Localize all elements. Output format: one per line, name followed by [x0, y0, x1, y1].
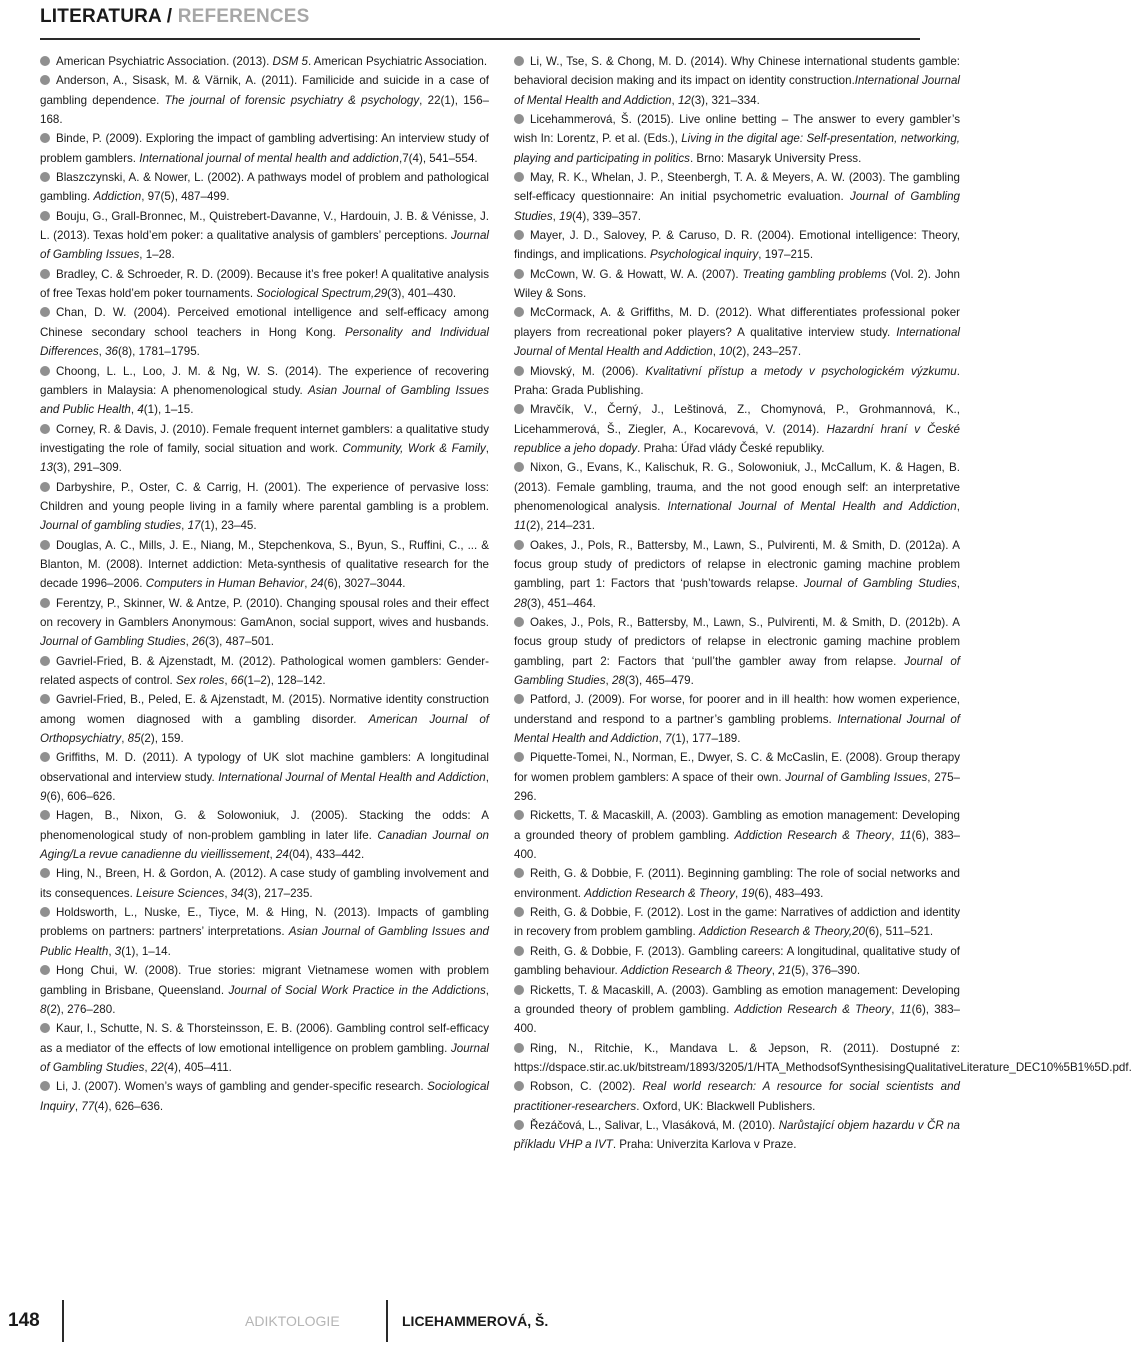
reference-italic-text: Psychological inquiry [649, 248, 759, 262]
reference-italic-text: Journal of Gambling Issues [40, 229, 489, 262]
reference-text: Piquette-Tomei, N., Norman, E., Dwyer, S. C. & McCaslin, E. (2008). Group therapy for women problem gamblers: A space of their own. [514, 751, 960, 784]
reference-italic-text: Journal of Gambling Studies [40, 1041, 489, 1074]
bullet-icon [514, 907, 524, 917]
reference-italic-text: 10 [719, 345, 733, 359]
reference-item [514, 942, 960, 981]
reference-text: , [108, 944, 115, 958]
reference-text: Patford, J. (2009). For worse, for poorer and in ill health: how women experience, understand and respond to a partner’s gambling problems. [514, 693, 960, 726]
reference-text: , [485, 441, 489, 455]
reference-item [514, 458, 960, 535]
reference-text: Douglas, A. C., Mills, J. E., Niang, M., Stepchenkova, S., Byun, S., Ruffini, C., ... & Blanton, M. (2008). Internet addiction: Meta-synthesis of qualitative research for the decade 1996–2006. [40, 538, 489, 591]
reference-text: (2), 214–231. [526, 519, 596, 533]
reference-item [40, 71, 489, 129]
reference-italic-text: Real world research: A resource for social scientists and practitioner-researchers [514, 1080, 960, 1113]
reference-item [514, 748, 960, 806]
reference-text: , [956, 577, 960, 591]
reference-italic-text: Sociological Spectrum,29 [256, 287, 388, 301]
reference-text: , [771, 964, 779, 978]
bullet-icon [514, 868, 524, 878]
bullet-icon [40, 656, 50, 666]
reference-item [40, 478, 489, 536]
reference-text: , [304, 577, 311, 591]
reference-text: Ferentzy, P., Skinner, W. & Antze, P. (2010). Changing spousal roles and their effect on recovery in Gamblers Anonymous: GamAnon, social support, wives and husbands. [40, 596, 489, 629]
bullet-icon [514, 172, 524, 182]
reference-text: Hing, N., Breen, H. & Gordon, A. (2012). A case study of gambling involvement and its consequences. [40, 867, 489, 900]
reference-italic-text: Sociological Inquiry [40, 1080, 489, 1113]
reference-item [514, 1116, 960, 1155]
reference-item [514, 1077, 960, 1116]
reference-item [40, 594, 489, 652]
reference-item [40, 748, 489, 806]
reference-text: , [485, 770, 489, 784]
reference-text: (6), 3027–3044. [323, 577, 406, 591]
reference-italic-text: 19 [741, 886, 755, 900]
reference-text: , 275–296. [514, 770, 960, 804]
bullet-icon [40, 56, 50, 66]
reference-text: (3), 401–430. [387, 287, 457, 301]
reference-text: , [658, 732, 666, 746]
reference-text: (3), 321–334. [690, 93, 760, 107]
bullet-icon [40, 366, 50, 376]
reference-italic-text: Journal of Gambling Studies [40, 635, 186, 649]
reference-italic-text: 22 [150, 1060, 164, 1074]
bullet-icon [40, 133, 50, 143]
reference-text: (5), 376–390. [791, 964, 861, 978]
bullet-icon [514, 462, 524, 472]
reference-italic-text: International Journal of Mental Health and Addiction [514, 325, 960, 359]
reference-text: , [485, 983, 490, 997]
reference-text: Bradley, C. & Schroeder, R. D. (2009). Because it’s free poker! A qualitative analysis of free Texas hold’em poker tournaments. [40, 267, 489, 301]
reference-item [40, 362, 489, 420]
reference-text: . Praha: Univerzita Karlova v Praze. [612, 1138, 797, 1152]
reference-text: , 97(5), 487–499. [141, 190, 230, 204]
section-title: LITERATURA [40, 6, 162, 27]
references-column-right [514, 52, 1132, 1155]
bullet-icon [40, 540, 50, 550]
reference-text: Robson, C. (2002). [530, 1080, 643, 1094]
reference-text: (6), 383–400. [514, 828, 960, 862]
reference-text: (4), 405–411. [163, 1060, 232, 1074]
reference-italic-text: Living in the digital age: Self-presentation, networking, playing and participating in politics [514, 132, 960, 165]
footer-divider [386, 1300, 388, 1342]
reference-italic-text: Addiction Research & Theory [584, 886, 736, 900]
bullet-icon [40, 965, 50, 975]
reference-italic-text: 11 [514, 519, 527, 533]
reference-italic-text: Addiction [93, 190, 142, 204]
reference-text: Bouju, G., Grall-Bronnec, M., Quistrebert-Davanne, V., Hardouin, J. B. & Vénisse, J. L. (2013). Texas hold’em poker: a qualitative analysis of gamblers’ perceptions. [40, 209, 489, 243]
reference-text: (3), 217–235. [243, 886, 313, 900]
reference-item [40, 536, 489, 594]
reference-text: , [552, 209, 560, 223]
reference-text: (04), 433–442. [288, 848, 365, 862]
reference-text: (Vol. 2). John Wiley & Sons. [514, 267, 960, 301]
reference-text: , [224, 886, 231, 900]
reference-text: , [605, 674, 612, 687]
reference-italic-text: 36 [105, 345, 118, 359]
reference-text: Miovský, M. (2006). [530, 364, 646, 378]
bullet-icon [514, 366, 524, 376]
bullet-icon [40, 172, 50, 182]
reference-text: (3), 465–479. [624, 674, 694, 687]
bullet-icon [40, 269, 50, 279]
reference-text: Oakes, J., Pols, R., Battersby, M., Lawn, S., Pulvirenti, M. & Smith, D. (2012b). A focus group study of predictors of relapse in electronic gaming machine problem gambling, part 2: Factors that ‘pull’the gambler away from relapse. [514, 615, 960, 668]
reference-italic-text: Asian Journal of Gambling Issues and Public Health [40, 383, 489, 417]
reference-item [514, 226, 960, 265]
bullet-icon [514, 810, 524, 820]
reference-text: American Psychiatric Association. (2013). [56, 55, 273, 68]
reference-italic-text: Computers in Human Behavior [145, 577, 305, 591]
reference-text: (1–2), 128–142. [243, 674, 326, 687]
reference-italic-text: Narůstající objem hazardu v ČR na příkladu VHP a IVT [514, 1118, 960, 1152]
page-footer [0, 1300, 960, 1342]
reference-item [40, 961, 489, 1019]
bullet-icon [40, 1023, 50, 1033]
reference-italic-text: 4 [137, 403, 144, 417]
bullet-icon [514, 752, 524, 762]
reference-text: (1), 177–189. [671, 732, 741, 746]
reference-text: Ricketts, T. & Macaskill, A. (2003). Gambling as emotion management: Developing a grounded theory of problem gambling. [514, 809, 960, 842]
reference-text: (1), 23–45. [200, 519, 257, 533]
reference-italic-text: 66 [230, 674, 244, 687]
reference-item [40, 265, 489, 304]
reference-text: . Praha: Grada Publishing. [514, 364, 960, 397]
reference-item [40, 52, 489, 71]
reference-item [40, 207, 489, 265]
reference-text: Řezáčová, L., Salivar, L., Vlasáková, M. (2010). [530, 1118, 779, 1132]
reference-text: (6), 383–400. [514, 1002, 960, 1036]
reference-text: . Brno: Masaryk University Press. [689, 151, 862, 165]
bullet-icon [514, 694, 524, 704]
reference-text: Gavriel-Fried, B., Peled, E. & Ajzenstadt, M. (2015). Normative identity construction among women diagnosed with a gambling disorder. [40, 693, 489, 726]
bullet-icon [40, 752, 50, 762]
reference-item [40, 652, 489, 691]
reference-text: ,7(4), 541–554. [398, 151, 478, 165]
reference-text: Hong Chui, W. (2008). True stories: migrant Vietnamese women with problem gambling in Brisbane, Queensland. [40, 964, 489, 997]
reference-text: Li, W., Tse, S. & Chong, M. D. (2014). Why Chinese international students gamble: behavioral decision making and its impact on identity construction. [514, 55, 960, 88]
bullet-icon [40, 1081, 50, 1091]
reference-text: , [712, 345, 720, 359]
reference-italic-text: 13 [40, 461, 53, 475]
reference-item [40, 1019, 489, 1077]
reference-item [514, 1039, 1132, 1078]
header-rule [40, 38, 920, 40]
reference-italic-text: Journal of gambling studies [40, 519, 182, 533]
reference-text: Anderson, A., Sisask, M. & Värnik, A. (2011). Familicide and suicide in a case of gambling dependence. [40, 74, 489, 107]
reference-text: (1), 1–15. [143, 403, 194, 417]
reference-italic-text: 85 [127, 732, 141, 746]
reference-italic-text: Journal of Social Work Practice in the Addictions [228, 983, 486, 997]
bullet-icon [40, 694, 50, 704]
bullet-icon [40, 307, 50, 317]
reference-text: , [224, 674, 231, 687]
page-number: 148 [8, 1310, 40, 1331]
reference-italic-text: 28 [514, 596, 527, 610]
reference-text: , 197–215. [758, 248, 814, 262]
reference-text: Reith, G. & Dobbie, F. (2013). Gambling careers: A longitudinal, qualitative study of gambling behaviour. [514, 944, 960, 978]
reference-text: McCown, W. G. & Howatt, W. A. (2007). [530, 267, 743, 281]
reference-italic-text: Sex roles [175, 674, 225, 687]
section-separator: / [161, 6, 178, 27]
bullet-icon [514, 540, 524, 550]
reference-text: , [144, 1060, 151, 1074]
reference-item [40, 806, 489, 864]
reference-text: (3), 487–501. [205, 635, 274, 649]
reference-text: , [121, 732, 128, 746]
reference-italic-text: Journal of Gambling Studies [514, 190, 960, 223]
reference-text: Griffiths, M. D. (2011). A typology of UK slot machine gamblers: A longitudinal observational and interview study. [40, 751, 489, 784]
bullet-icon [514, 946, 524, 956]
bullet-icon [514, 617, 524, 627]
section-title-en: REFERENCES [177, 6, 310, 27]
reference-text: Ring, N., Ritchie, K., Mandava L. & Jepson, R. (2011). Dostupné z: https://dspace.stir.ac.uk/bitstream/1893/3205/1/HTA_MethodsofSynthesisingQualitativeLiterature_DEC10%5B1%5D.pdf. [514, 1041, 1132, 1074]
bullet-icon [514, 985, 524, 995]
reference-italic-text: Asian Journal of Gambling Issues and Public Health [40, 925, 489, 958]
reference-text: (2), 243–257. [732, 345, 802, 359]
reference-italic-text: Journal of Gambling Studies [803, 577, 957, 591]
reference-italic-text: 11 [899, 1002, 912, 1016]
reference-italic-text: Hazardní hraní v České republice a jeho dopady [514, 422, 960, 455]
reference-italic-text: 8 [40, 1002, 47, 1016]
reference-italic-text: 26 [192, 635, 206, 649]
reference-italic-text: Addiction Research & Theory [734, 828, 892, 842]
reference-item [40, 903, 489, 961]
reference-text: May, R. K., Whelan, J. P., Steenbergh, T. A. & Meyers, A. W. (2003). The gambling self-efficacy questionnaire: An initial psychometric evaluation. [514, 171, 960, 204]
reference-item [514, 806, 960, 864]
reference-text: , [956, 499, 960, 513]
reference-text: (2), 276–280. [46, 1002, 116, 1016]
reference-text: Licehammerová, Š. (2015). Live online betting – The answer to every gambler’s wish In: Lorentz, P. et al. (Eds.), [514, 113, 960, 146]
reference-text: McCormack, A. & Griffiths, M. D. (2012). What differentiates professional poker players from recreational poker players? A qualitative interview study. [514, 306, 960, 339]
reference-italic-text: 24 [310, 577, 324, 591]
reference-italic-text: Personality and Individual Differences [40, 325, 490, 359]
reference-item [40, 303, 489, 361]
reference-italic-text: International journal of mental health and addiction [139, 151, 399, 165]
reference-italic-text: 19 [559, 209, 573, 223]
reference-italic-text: Canadian Journal on Aging/La revue canadienne du vieillissement [40, 828, 490, 862]
bullet-icon [40, 75, 50, 85]
reference-italic-text: Treating gambling problems [742, 267, 887, 281]
reference-italic-text: 21 [778, 964, 792, 978]
reference-item [514, 110, 960, 168]
bullet-icon [514, 307, 524, 317]
reference-item [514, 400, 960, 458]
reference-italic-text: Addiction Research & Theory [621, 964, 772, 978]
reference-text: (6), 483–493. [754, 886, 824, 900]
reference-italic-text: 11 [899, 828, 912, 842]
reference-italic-text: Addiction Research & Theory [734, 1002, 892, 1016]
reference-text: Choong, L. L., Loo, J. M. & Ng, W. S. (2014). The experience of recovering gamblers in Malaysia: A phenomenological study. [40, 364, 489, 397]
reference-text: (4), 626–636. [94, 1099, 164, 1113]
reference-italic-text: 28 [611, 674, 625, 687]
bullet-icon [40, 907, 50, 917]
reference-text: . American Psychiatric Association. [307, 55, 488, 68]
author-name: LICEHAMMEROVÁ, Š. [402, 1313, 549, 1329]
reference-text: , [74, 1099, 82, 1113]
reference-italic-text: 17 [187, 519, 201, 533]
reference-item [40, 129, 489, 168]
reference-text: . Praha: Úřad vlády České republiky. [637, 441, 825, 455]
reference-text: Mayer, J. D., Salovey, P. & Caruso, D. R. (2004). Emotional intelligence: Theory, findings, and implications. [514, 229, 960, 262]
reference-text: (3), 291–309. [52, 461, 122, 475]
reference-italic-text: American Journal of Orthopsychiatry [40, 712, 489, 746]
bullet-icon [40, 211, 50, 221]
reference-text: Reith, G. & Dobbie, F. (2012). Lost in the game: Narratives of addiction and identity in recovery from problem gambling. [514, 906, 960, 939]
reference-text: (4), 339–357. [572, 209, 641, 223]
reference-text: Oakes, J., Pols, R., Battersby, M., Lawn, S., Pulvirenti, M. & Smith, D. (2012a). A focus group study of predictors of relapse in electronic gaming machine problem gambling, part 1: Factors that ‘push’towards relapse. [514, 538, 960, 591]
reference-item [514, 265, 960, 304]
references-column-left [40, 52, 489, 1116]
reference-text: , [130, 403, 138, 417]
reference-italic-text: DSM 5 [272, 55, 308, 68]
reference-italic-text: 24 [275, 848, 289, 862]
reference-italic-text: International Journal of Mental Health and Addiction [218, 770, 486, 784]
reference-text: Mravčík, V., Černý, J., Leštinová, Z., Chomynová, P., Grohmannová, K., Licehammerová, Š., Ziegler, A., Kocarevová, V. (2014). [514, 403, 960, 436]
reference-text: , [735, 886, 742, 900]
reference-item [514, 362, 960, 401]
reference-text: , [181, 519, 188, 533]
reference-item [40, 690, 489, 748]
reference-text: (3), 451–464. [526, 596, 596, 610]
bullet-icon [40, 424, 50, 434]
reference-item [514, 303, 960, 361]
bullet-icon [40, 598, 50, 608]
reference-italic-text: 12 [677, 93, 691, 107]
reference-text: , [891, 1002, 900, 1016]
reference-item [514, 903, 960, 942]
reference-item [514, 864, 960, 903]
bullet-icon [514, 404, 524, 414]
reference-item [40, 864, 489, 903]
bullet-icon [40, 810, 50, 820]
reference-item [40, 1077, 489, 1116]
reference-text: (6), 511–521. [865, 925, 934, 939]
reference-text: Gavriel-Fried, B. & Ajzenstadt, M. (2012). Pathological women gamblers: Gender-related aspects of control. [40, 654, 489, 687]
reference-italic-text: Community, Work & Family [342, 441, 486, 455]
reference-italic-text: Kvalitativní přístup a metody v psychologickém výzkumu [645, 364, 957, 378]
reference-item [514, 536, 960, 613]
reference-text: (2), 159. [140, 732, 184, 746]
reference-italic-text: 7 [665, 732, 672, 746]
reference-item [40, 420, 489, 478]
reference-text: , 22(1), 156–168. [40, 93, 489, 127]
reference-italic-text: 3 [114, 944, 122, 958]
reference-text: Ricketts, T. & Macaskill, A. (2003). Gambling as emotion management: Developing a grounded theory of problem gambling. [514, 983, 960, 1016]
bullet-icon [514, 1081, 524, 1091]
reference-item [514, 690, 960, 748]
reference-text: Blaszczynski, A. & Nower, L. (2002). A pathways model of problem and pathological gambling. [40, 171, 489, 204]
bullet-icon [514, 1043, 524, 1053]
reference-italic-text: 9 [40, 790, 47, 804]
reference-text: Darbyshire, P., Oster, C. & Carrig, H. (2001). The experience of pervasive loss: Children and young people living in a family where parental gambling is a problem. [40, 480, 489, 513]
bullet-icon [514, 114, 524, 124]
reference-text: Kaur, I., Schutte, N. S. & Thorsteinsson, E. B. (2006). Gambling control self-efficacy as a mediator of the effects of low emotional intelligence on problem gambling. [40, 1022, 489, 1055]
reference-text: Holdsworth, L., Nuske, E., Tiyce, M. & Hing, N. (2013). Impacts of gambling problems on partners: partners’ interpretations. [40, 906, 489, 939]
reference-text: (6), 606–626. [46, 790, 116, 804]
journal-name: ADIKTOLOGIE [245, 1313, 340, 1329]
reference-italic-text: International Journal of Mental Health and Addiction [514, 712, 961, 746]
bullet-icon [514, 269, 524, 279]
bullet-icon [514, 56, 524, 66]
reference-text: Chan, D. W. (2004). Perceived emotional intelligence and self-efficacy among Chinese secondary school teachers in Hong Kong. [40, 306, 489, 339]
reference-text: Li, J. (2007). Women’s ways of gambling and gender-specific research. [56, 1080, 428, 1094]
reference-text: (1), 1–14. [121, 944, 171, 958]
reference-italic-text: International Journal of Mental Health and Addiction [667, 499, 957, 513]
reference-item [514, 613, 960, 690]
page-header [40, 6, 310, 28]
reference-item [514, 52, 960, 110]
bullet-icon [514, 1120, 524, 1130]
reference-text: , [891, 828, 900, 842]
reference-text: Hagen, B., Nixon, G. & Solowoniuk, J. (2005). Stacking the odds: A phenomenological study of non-problem gambling in later life. [40, 809, 489, 842]
reference-italic-text: The journal of forensic psychiatry & psychology [164, 93, 420, 107]
footer-divider [62, 1300, 64, 1342]
reference-text: (8), 1781–1795. [118, 345, 200, 359]
reference-italic-text: Journal of Gambling Studies [514, 654, 960, 687]
bullet-icon [514, 230, 524, 240]
reference-italic-text: Addiction Research & Theory,20 [698, 925, 865, 939]
reference-text: Corney, R. & Davis, J. (2010). Female frequent internet gamblers: a qualitative study investigating the role of family, social situation and work. [40, 422, 489, 455]
reference-italic-text: Leisure Sciences [136, 886, 225, 900]
reference-item [514, 168, 960, 226]
reference-text: , [98, 345, 106, 359]
reference-text: , [671, 93, 678, 107]
reference-text: , 1–28. [139, 248, 175, 262]
reference-text: Binde, P. (2009). Exploring the impact of gambling advertising: An interview study of problem gamblers. [40, 132, 489, 165]
bullet-icon [40, 868, 50, 878]
reference-italic-text: 77 [81, 1099, 95, 1113]
reference-italic-text: International Journal of Mental Health and Addiction [514, 74, 960, 107]
reference-italic-text: 34 [230, 886, 244, 900]
reference-item [514, 981, 960, 1039]
reference-text: , [185, 635, 193, 649]
reference-text: . Oxford, UK: Blackwell Publishers. [636, 1099, 816, 1113]
reference-italic-text: Journal of Gambling Issues [785, 770, 928, 784]
bullet-icon [40, 482, 50, 492]
reference-text: , [269, 848, 276, 862]
reference-item [40, 168, 489, 207]
reference-text: Reith, G. & Dobbie, F. (2011). Beginning gambling: The role of social networks and environment. [514, 867, 960, 900]
reference-text: Nixon, G., Evans, K., Kalischuk, R. G., Solowoniuk, J., McCallum, K. & Hagen, B. (2013). Female gambling, trauma, and the not good enough self: an interpretative phenomenological analysis. [514, 461, 960, 513]
